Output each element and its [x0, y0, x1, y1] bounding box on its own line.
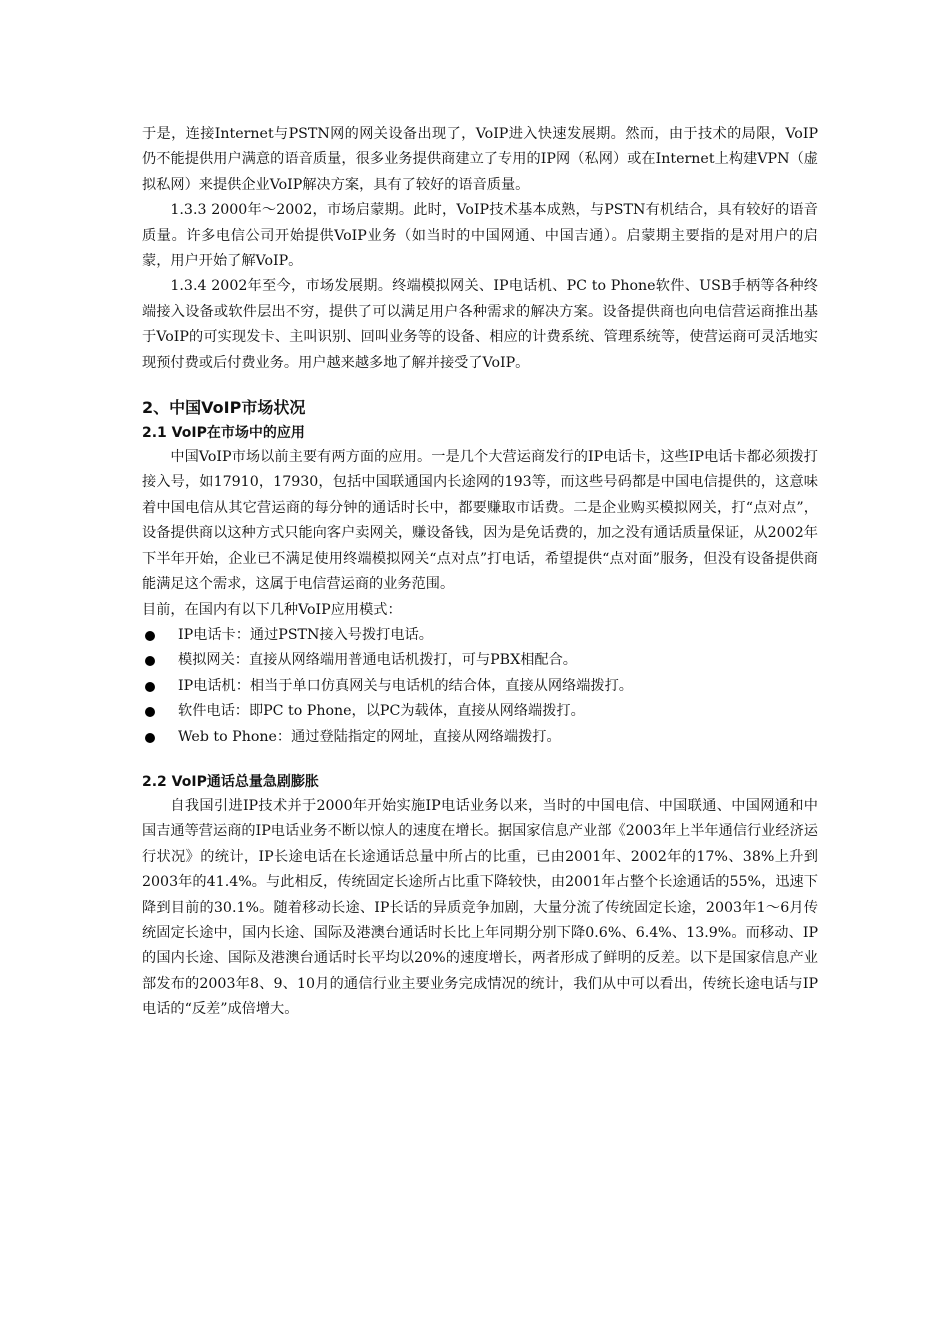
section-2-heading: 2、中国VoIP市场状况 [142, 398, 306, 418]
bullet-icon [145, 733, 155, 743]
bullet-icon [145, 682, 155, 692]
list-item-text: Web to Phone：通过登陆指定的网址，直接从网络端拨打。 [178, 728, 561, 745]
intro-paragraph-3: 1.3.4 2002年至今，市场发展期。终端模拟网关、IP电话机、PC to Phone软件、USB手柄等各种终端接入设备或软件层出不穷，提供了可以满足用户各种需求的解决方案。设备提供商也向电信营运商推出基于VoIP的可实现发卡、主叫识别、回叫业务等的设备、相应的计费系统、管理系统等，使营运商可灵活地实现预付费或后付费业务。用户越来越多地了解并接受了VoIP。 [142, 278, 818, 371]
bullet-icon [145, 656, 155, 666]
section-2-1-paragraph-1: 中国VoIP市场以前主要有两方面的应用。一是几个大营运商发行的IP电话卡，这些IP电话卡都必须拨打接入号，如17910，17930，包括中国联通国内长途网的193等，而这些号码都是中国电信提供的，这意味着中国电信从其它营运商的每分钟的通话时长中，都要赚取市话费。二是企业购买模拟网关，打“点对点”，设备提供商以这种方式只能向客户卖网关，赚设备钱，因为是免话费的，加之没有通话质量保证，从2002年下半年开始，企业已不满足使用终端模拟网关“点对点”打电话，希望提供“点对面”服务，但没有设备提供商能满足这个需求，这属于电信营运商的业务范围。 [142, 449, 818, 593]
section-2-1-heading: 2.1 VoIP在市场中的应用 [142, 425, 305, 442]
section-2-2-paragraph-1: 自我国引进IP技术并于2000年开始实施IP电话业务以来，当时的中国电信、中国联通、中国网通和中国吉通等营运商的IP电话业务不断以惊人的速度在增长。据国家信息产业部《2003年上半年通信行业经济运行状况》的统计，IP长途电话在长途通话总量中所占的比重，已由2001年、2002年的17%、38%上升到2003年的41.4%。与此相反，传统固定长途所占比重下降较快，由2001年占整个长途通话的55%，迅速下降到目前的30.1%。随着移动长途、IP长话的异质竞争加剧，大量分流了传统固定长途，2003年1～6月传统固定长途中，国内长途、国际及港澳台通话时长比上年同期分别下降0.6%、6.4%、13.9%。而移动、IP的国内长途、国际及港澳台通话时长平均以20%的速度增长，两者形成了鲜明的反差。以下是国家信息产业部发布的2003年8、9、10月的通信行业主要业务完成情况的统计，我们从中可以看出，传统长途电话与IP电话的“反差”成倍增大。 [142, 797, 818, 1018]
bullet-icon [145, 631, 155, 641]
list-item [142, 674, 818, 699]
list-item-text: 模拟网关：直接从网络端用普通电话机拨打，可与PBX相配合。 [178, 652, 577, 669]
bullet-icon [145, 707, 155, 717]
list-item-text: 软件电话：即PC to Phone，以PC为载体，直接从网络端拨打。 [178, 703, 585, 720]
section-2-1-paragraph-2: 目前，在国内有以下几种VoIP应用模式： [142, 601, 402, 618]
intro-paragraph-1: 于是，连接Internet与PSTN网的网关设备出现了，VoIP进入快速发展期。然而，由于技术的局限，VoIP仍不能提供用户满意的语音质量，很多业务提供商建立了专用的IP网（私网）或在Internet上构建VPN（虚拟私网）来提供企业VoIP解决方案，具有了较好的语音质量。 [142, 126, 818, 193]
list-item-text: IP电话机：相当于单口仿真网关与电话机的结合体，直接从网络端拨打。 [178, 677, 633, 694]
intro-paragraph-2: 1.3.3 2000年～2002，市场启蒙期。此时，VoIP技术基本成熟，与PSTN有机结合，具有较好的语音质量。许多电信公司开始提供VoIP业务（如当时的中国网通、中国吉通）。启蒙期主要指的是对用户的启蒙，用户开始了解VoIP。 [142, 202, 818, 270]
list-item [142, 725, 818, 750]
voip-mode-list [142, 623, 818, 750]
document-page [142, 122, 818, 1023]
list-item [142, 699, 818, 724]
list-item [142, 623, 818, 648]
list-item-text: IP电话卡：通过PSTN接入号拨打电话。 [178, 626, 433, 643]
list-item [142, 648, 818, 673]
section-2-2-heading: 2.2 VoIP通话总量急剧膨胀 [142, 773, 319, 790]
